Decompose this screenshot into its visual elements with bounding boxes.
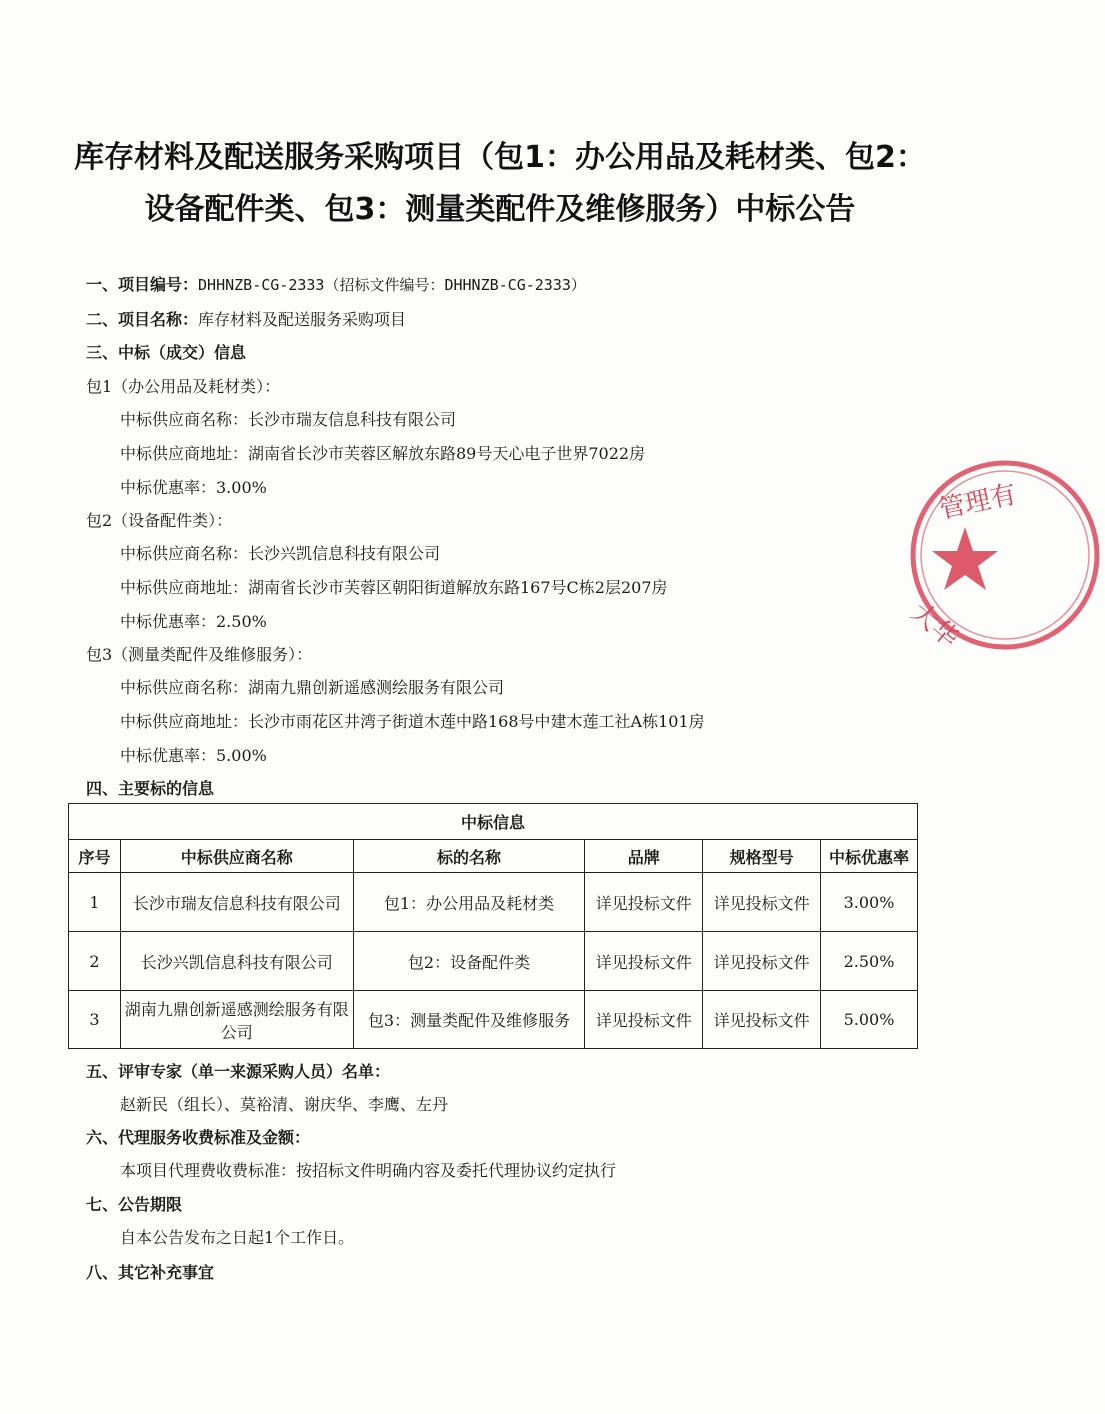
agency-fee-text: 本项目代理费收费标准：按招标文件明确内容及委托代理协议约定执行 xyxy=(120,1161,617,1180)
package-1-supplier: 中标供应商名称：长沙市瑞友信息科技有限公司 xyxy=(120,410,457,429)
table-cell: 包3：测量类配件及维修服务 xyxy=(353,991,585,1049)
table-cell: 详见投标文件 xyxy=(585,932,703,991)
table-cell: 长沙兴凯信息科技有限公司 xyxy=(120,932,353,991)
table-cell: 详见投标文件 xyxy=(585,873,703,932)
table-cell: 3.00% xyxy=(821,873,918,932)
table-caption: 中标信息 xyxy=(69,804,918,840)
official-seal-icon xyxy=(905,455,1105,655)
table-cell: 2 xyxy=(69,932,121,991)
award-table xyxy=(68,803,918,1049)
section-notice-period: 七、公告期限 xyxy=(86,1195,183,1214)
table-cell: 5.00% xyxy=(821,991,918,1049)
column-header: 规格型号 xyxy=(703,840,821,873)
column-header: 序号 xyxy=(69,840,121,873)
section-experts: 五、评审专家（单一来源采购人员）名单： xyxy=(86,1062,391,1081)
column-header: 中标优惠率 xyxy=(821,840,918,873)
package-2-rate: 中标优惠率：2.50% xyxy=(120,612,267,631)
table-cell: 湖南九鼎创新遥感测绘服务有限公司 xyxy=(120,991,353,1049)
section-agency-fee: 六、代理服务收费标准及金额： xyxy=(86,1128,311,1147)
table-cell: 3 xyxy=(69,991,121,1049)
column-header: 品牌 xyxy=(585,840,703,873)
project-number-label: 一、项目编号： xyxy=(86,275,199,294)
column-header: 中标供应商名称 xyxy=(120,840,353,873)
svg-text:大华: 大华 xyxy=(904,597,965,654)
package-3-supplier: 中标供应商名称：湖南九鼎创新遥感测绘服务有限公司 xyxy=(120,678,505,697)
project-name-line xyxy=(86,309,406,331)
table-cell: 1 xyxy=(69,873,121,932)
package-2-address: 中标供应商地址：湖南省长沙市芙蓉区朝阳街道解放东路167号C栋2层207房 xyxy=(120,578,668,597)
package-1-rate: 中标优惠率：3.00% xyxy=(120,478,267,497)
package-2-label: 包2（设备配件类）： xyxy=(86,511,233,530)
column-header: 标的名称 xyxy=(353,840,585,873)
project-number-line xyxy=(86,274,586,296)
experts-list: 赵新民（组长）、莫裕清、谢庆华、李鹰、左丹 xyxy=(120,1095,449,1114)
table-cell: 详见投标文件 xyxy=(585,991,703,1049)
package-1-label: 包1（办公用品及耗材类）： xyxy=(86,377,281,396)
table-caption-row xyxy=(69,804,918,840)
project-number-value: DHHNZB-CG-2333（招标文件编号：DHHNZB-CG-2333） xyxy=(198,276,586,294)
project-name-label: 二、项目名称： xyxy=(86,310,199,329)
section-main-items: 四、主要标的信息 xyxy=(86,779,215,798)
table-row xyxy=(69,873,918,932)
table-cell: 长沙市瑞友信息科技有限公司 xyxy=(120,873,353,932)
package-2-supplier: 中标供应商名称：长沙兴凯信息科技有限公司 xyxy=(120,544,441,563)
section-other-matters: 八、其它补充事宜 xyxy=(86,1263,215,1282)
package-3-address: 中标供应商地址：长沙市雨花区井湾子街道木莲中路168号中建木莲工社A栋101房 xyxy=(120,712,705,731)
table-row xyxy=(69,932,918,991)
table-cell: 详见投标文件 xyxy=(703,873,821,932)
table-row xyxy=(69,991,918,1049)
section-award-info: 三、中标（成交）信息 xyxy=(86,343,247,362)
table-cell: 包2：设备配件类 xyxy=(353,932,585,991)
notice-period-text: 自本公告发布之日起1个工作日。 xyxy=(120,1228,355,1247)
package-3-label: 包3（测量类配件及维修服务）： xyxy=(86,645,313,664)
table-cell: 包1：办公用品及耗材类 xyxy=(353,873,585,932)
package-3-rate: 中标优惠率：5.00% xyxy=(120,746,267,765)
table-cell: 详见投标文件 xyxy=(703,991,821,1049)
project-name-value: 库存材料及配送服务采购项目 xyxy=(198,310,407,329)
table-cell: 详见投标文件 xyxy=(703,932,821,991)
svg-text:管理有: 管理有 xyxy=(936,479,1019,526)
table-header-row xyxy=(69,840,918,873)
table-cell: 2.50% xyxy=(821,932,918,991)
package-1-address: 中标供应商地址：湖南省长沙市芙蓉区解放东路89号天心电子世界7022房 xyxy=(120,444,646,463)
page-title: 库存材料及配送服务采购项目（包1：办公用品及耗材类、包2：设备配件类、包3：测量类配件及维修服务）中标公告 xyxy=(74,140,926,227)
